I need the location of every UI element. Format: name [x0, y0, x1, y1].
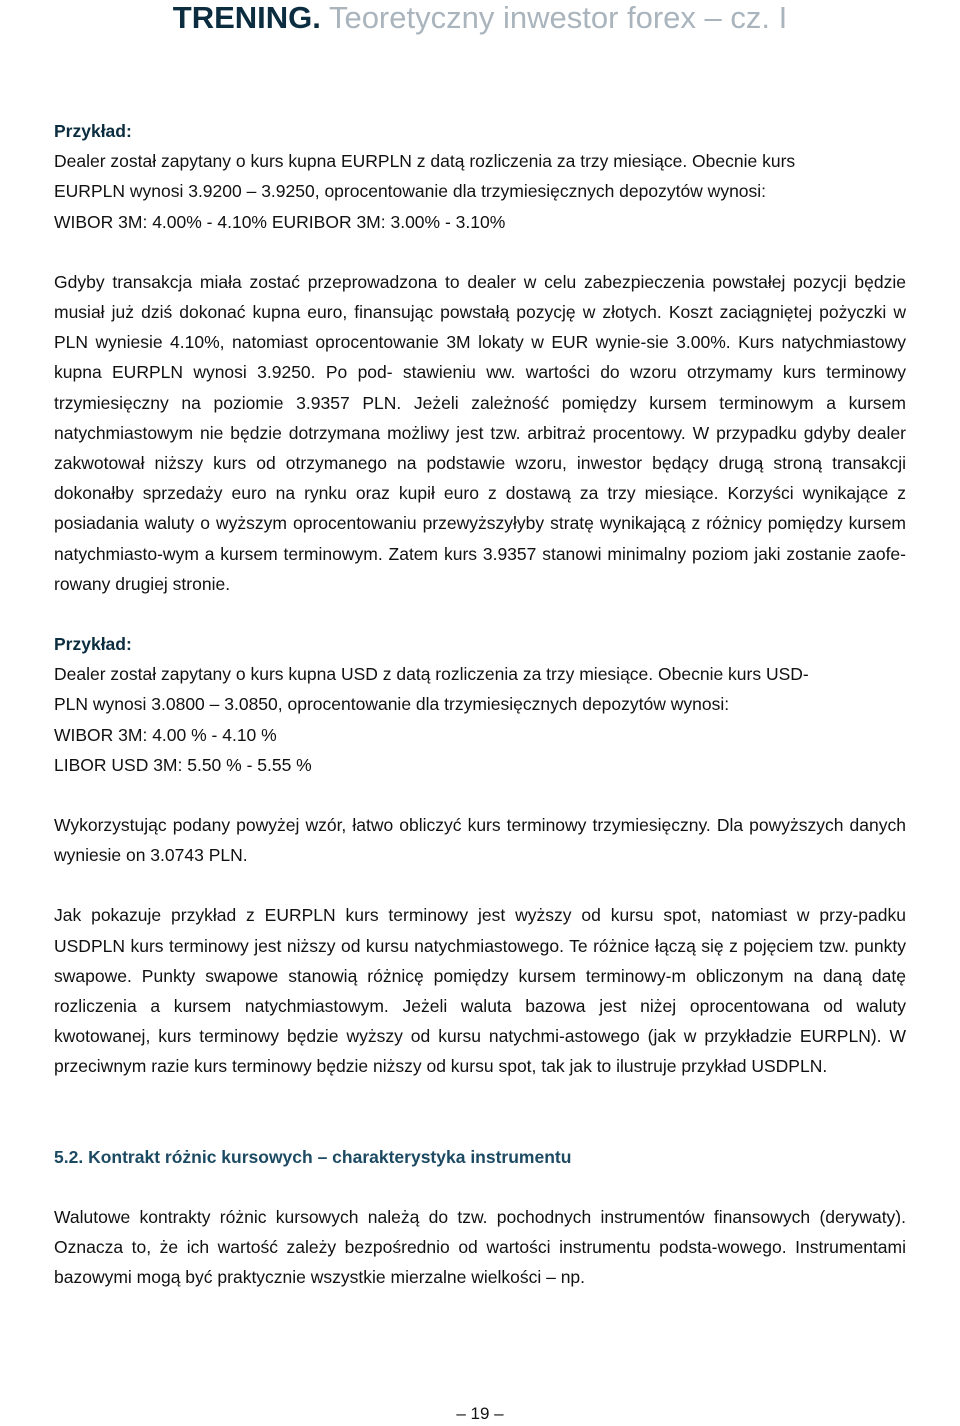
example-explanation: Gdyby transakcja miała zostać przeprowadzona to dealer w celu zabezpieczenia powstałej pozycji będzie musiał już dziś dokonać kupna euro, finansując powstałą pozycję w złotych. Koszt zaciągniętej pożyczki w PLN wyniesie 4.10%, natomiast oprocentowanie 3M lokaty w EUR wynie-sie 3.00%. Kurs natychmiastowy kupna EURPLN wynosi 3.9250. Po pod- stawieniu ww. wartości do wzoru otrzymamy kurs terminowy trzymiesięczny na poziomie 3.9357 PLN. Jeżeli zależność pomiędzy kursem terminowym a kursem natychmiastowym nie będzie dotrzymana możliwy jest tzw. arbitraż procentowy. W przypadku gdyby dealer zakwotował niższy kurs od otrzymanego na podstawie wzoru, inwestor będący drugą stroną transakcji dokonałby sprzedaży euro na rynku oraz kupił euro z dostawą za trzy miesiące. Korzyści wynikające z posiadania waluty o wyższym oprocentowaniu przewyższyłyby stratę wynikającą z różnicy pomiędzy kursem natychmiasto-wym a kursem terminowym. Zatem kurs 3.9357 stanowi minimalny poziom jaki zostanie zaofe-rowany drugiej stronie.: [54, 271, 906, 594]
example-problem: [54, 146, 906, 237]
example-problem-line: WIBOR 3M: 4.00% - 4.10% EURIBOR 3M: 3.00% - 3.10%: [54, 211, 506, 232]
example-problem-line: Dealer został zapytany o kurs kupna EURPLN z datą rozliczenia za trzy miesiące. Obecnie kurs: [54, 151, 796, 172]
example-problem: [54, 659, 906, 780]
paragraph-gap: [54, 1172, 906, 1202]
paragraph-gap: [54, 1082, 906, 1112]
example-problem-line: PLN wynosi 3.0800 – 3.0850, oprocentowanie dla trzymiesięcznych depozytów wynosi:: [54, 694, 730, 715]
page-header: [0, 0, 960, 36]
paragraph-gap: [54, 870, 906, 900]
section-text: Walutowe kontrakty różnic kursowych należą do tzw. pochodnych instrumentów finansowych (derywaty). Oznacza to, że ich wartość zależy bezpośrednio od wartości instrumentu podsta-wowego. Instrumentami bazowymi mogą być praktycznie wszystkie mierzalne wielkości – np.: [54, 1206, 906, 1288]
document-body: [54, 116, 906, 1293]
page-number: – 19 –: [456, 1404, 504, 1423]
example-problem-line: LIBOR USD 3M: 5.50 % - 5.55 %: [54, 754, 312, 775]
example-eurpln: [54, 116, 906, 599]
section-number: 5.2.: [54, 1146, 84, 1167]
paragraph-gap: [54, 237, 906, 267]
header-training-label: TRENING.: [172, 0, 321, 35]
example-label: Przykład:: [54, 121, 132, 141]
example-problem-line: Dealer został zapytany o kurs kupna USD z datą rozliczenia za trzy miesiące. Obecnie kurs USD-: [54, 664, 809, 685]
example-usdpln: [54, 629, 906, 1082]
section-title: Kontrakt różnic kursowych – charakterystyka instrumentu: [88, 1146, 572, 1167]
header-title: Teoretyczny inwestor forex – cz. I: [328, 0, 788, 35]
paragraph-gap: [54, 599, 906, 629]
example-problem-line: WIBOR 3M: 4.00 % - 4.10 %: [54, 724, 277, 745]
example-problem-line: EURPLN wynosi 3.9200 – 3.9250, oprocentowanie dla trzymiesięcznych depozytów wynosi:: [54, 181, 767, 202]
example-label: Przykład:: [54, 634, 132, 655]
section-heading: [54, 1142, 906, 1172]
paragraph-gap: [54, 780, 906, 810]
example-result: Wykorzystując podany powyżej wzór, łatwo obliczyć kurs terminowy trzymiesięczny. Dla powyższych danych wyniesie on 3.0743 PLN.: [54, 815, 906, 866]
swap-points-explanation: Jak pokazuje przykład z EURPLN kurs terminowy jest wyższy od kursu spot, natomiast w przy-padku USDPLN kurs terminowy jest niższy od kursu natychmiastowego. Te różnice łączą się z pojęciem tzw. punkty swapowe. Punkty swapowe stanowią różnicę pomiędzy kursem terminowy-m obliczonym na daną datę rozliczenia a kursem natychmiastowym. Jeżeli waluta bazowa jest niżej oprocentowana od waluty kwotowanej, kurs terminowy będzie wyższy od kursu natychmi-astowego (jak w przykładzie EURPLN). W przeciwnym razie kurs terminowy będzie niższy od kursu spot, tak jak to ilustruje przykład USDPLN.: [54, 905, 906, 1077]
paragraph-gap: [54, 1112, 906, 1142]
section-5-2: [54, 1142, 906, 1293]
